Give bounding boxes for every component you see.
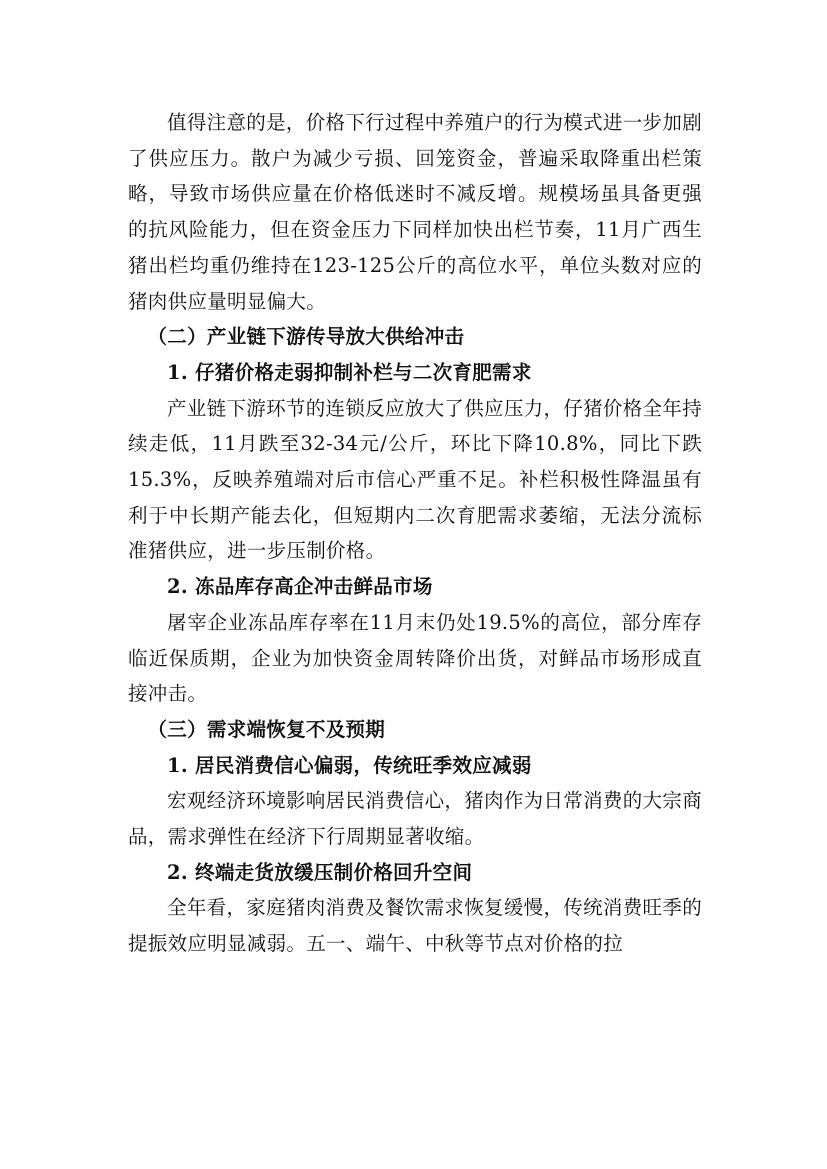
section-heading-demand: （三）需求端恢复不及预期	[147, 717, 386, 741]
section-heading-downstream: （二）产业链下游传导放大供给冲击	[147, 325, 465, 349]
subheading-terminal-sales: 2. 终端走货放缓压制价格回升空间	[167, 860, 473, 884]
paragraph-consumer-confidence: 宏观经济环境影响居民消费信心，猪肉作为日常消费的大宗商品，需求弹性在经济下行周期显著收缩。	[128, 789, 702, 849]
subheading-piglet-price: 1. 仔猪价格走弱抑制补栏与二次育肥需求	[167, 360, 532, 384]
paragraph-piglet-price: 产业链下游环节的连锁反应放大了供应压力，仔猪价格全年持续走低，11月跌至32-34元/公斤，环比下降10.8%，同比下跌15.3%，反映养殖端对后市信心严重不足。补栏积极性降温虽有利于中长期产能去化，但短期内二次育肥需求萎缩，无法分流标准猪供应，进一步压制价格。	[128, 396, 702, 563]
subheading-consumer-confidence: 1. 居民消费信心偏弱，传统旺季效应减弱	[167, 753, 532, 777]
paragraph-frozen-inventory: 屠宰企业冻品库存率在11月末仍处19.5%的高位，部分库存临近保质期，企业为加快资金周转降价出货，对鲜品市场形成直接冲击。	[128, 610, 702, 706]
paragraph-terminal-sales: 全年看，家庭猪肉消费及餐饮需求恢复缓慢，传统消费旺季的提振效应明显减弱。五一、端午、中秋等节点对价格的拉	[128, 896, 702, 956]
paragraph-behavior-pressure: 值得注意的是，价格下行过程中养殖户的行为模式进一步加剧了供应压力。散户为减少亏损、回笼资金，普遍采取降重出栏策略，导致市场供应量在价格低迷时不减反增。规模场虽具备更强的抗风险能力，但在资金压力下同样加快出栏节奏，11月广西生猪出栏均重仍维持在123-125公斤的高位水平，单位头数对应的猪肉供应量明显偏大。	[128, 111, 702, 313]
document-page	[128, 105, 702, 962]
subheading-frozen-inventory: 2. 冻品库存高企冲击鲜品市场	[167, 575, 433, 599]
